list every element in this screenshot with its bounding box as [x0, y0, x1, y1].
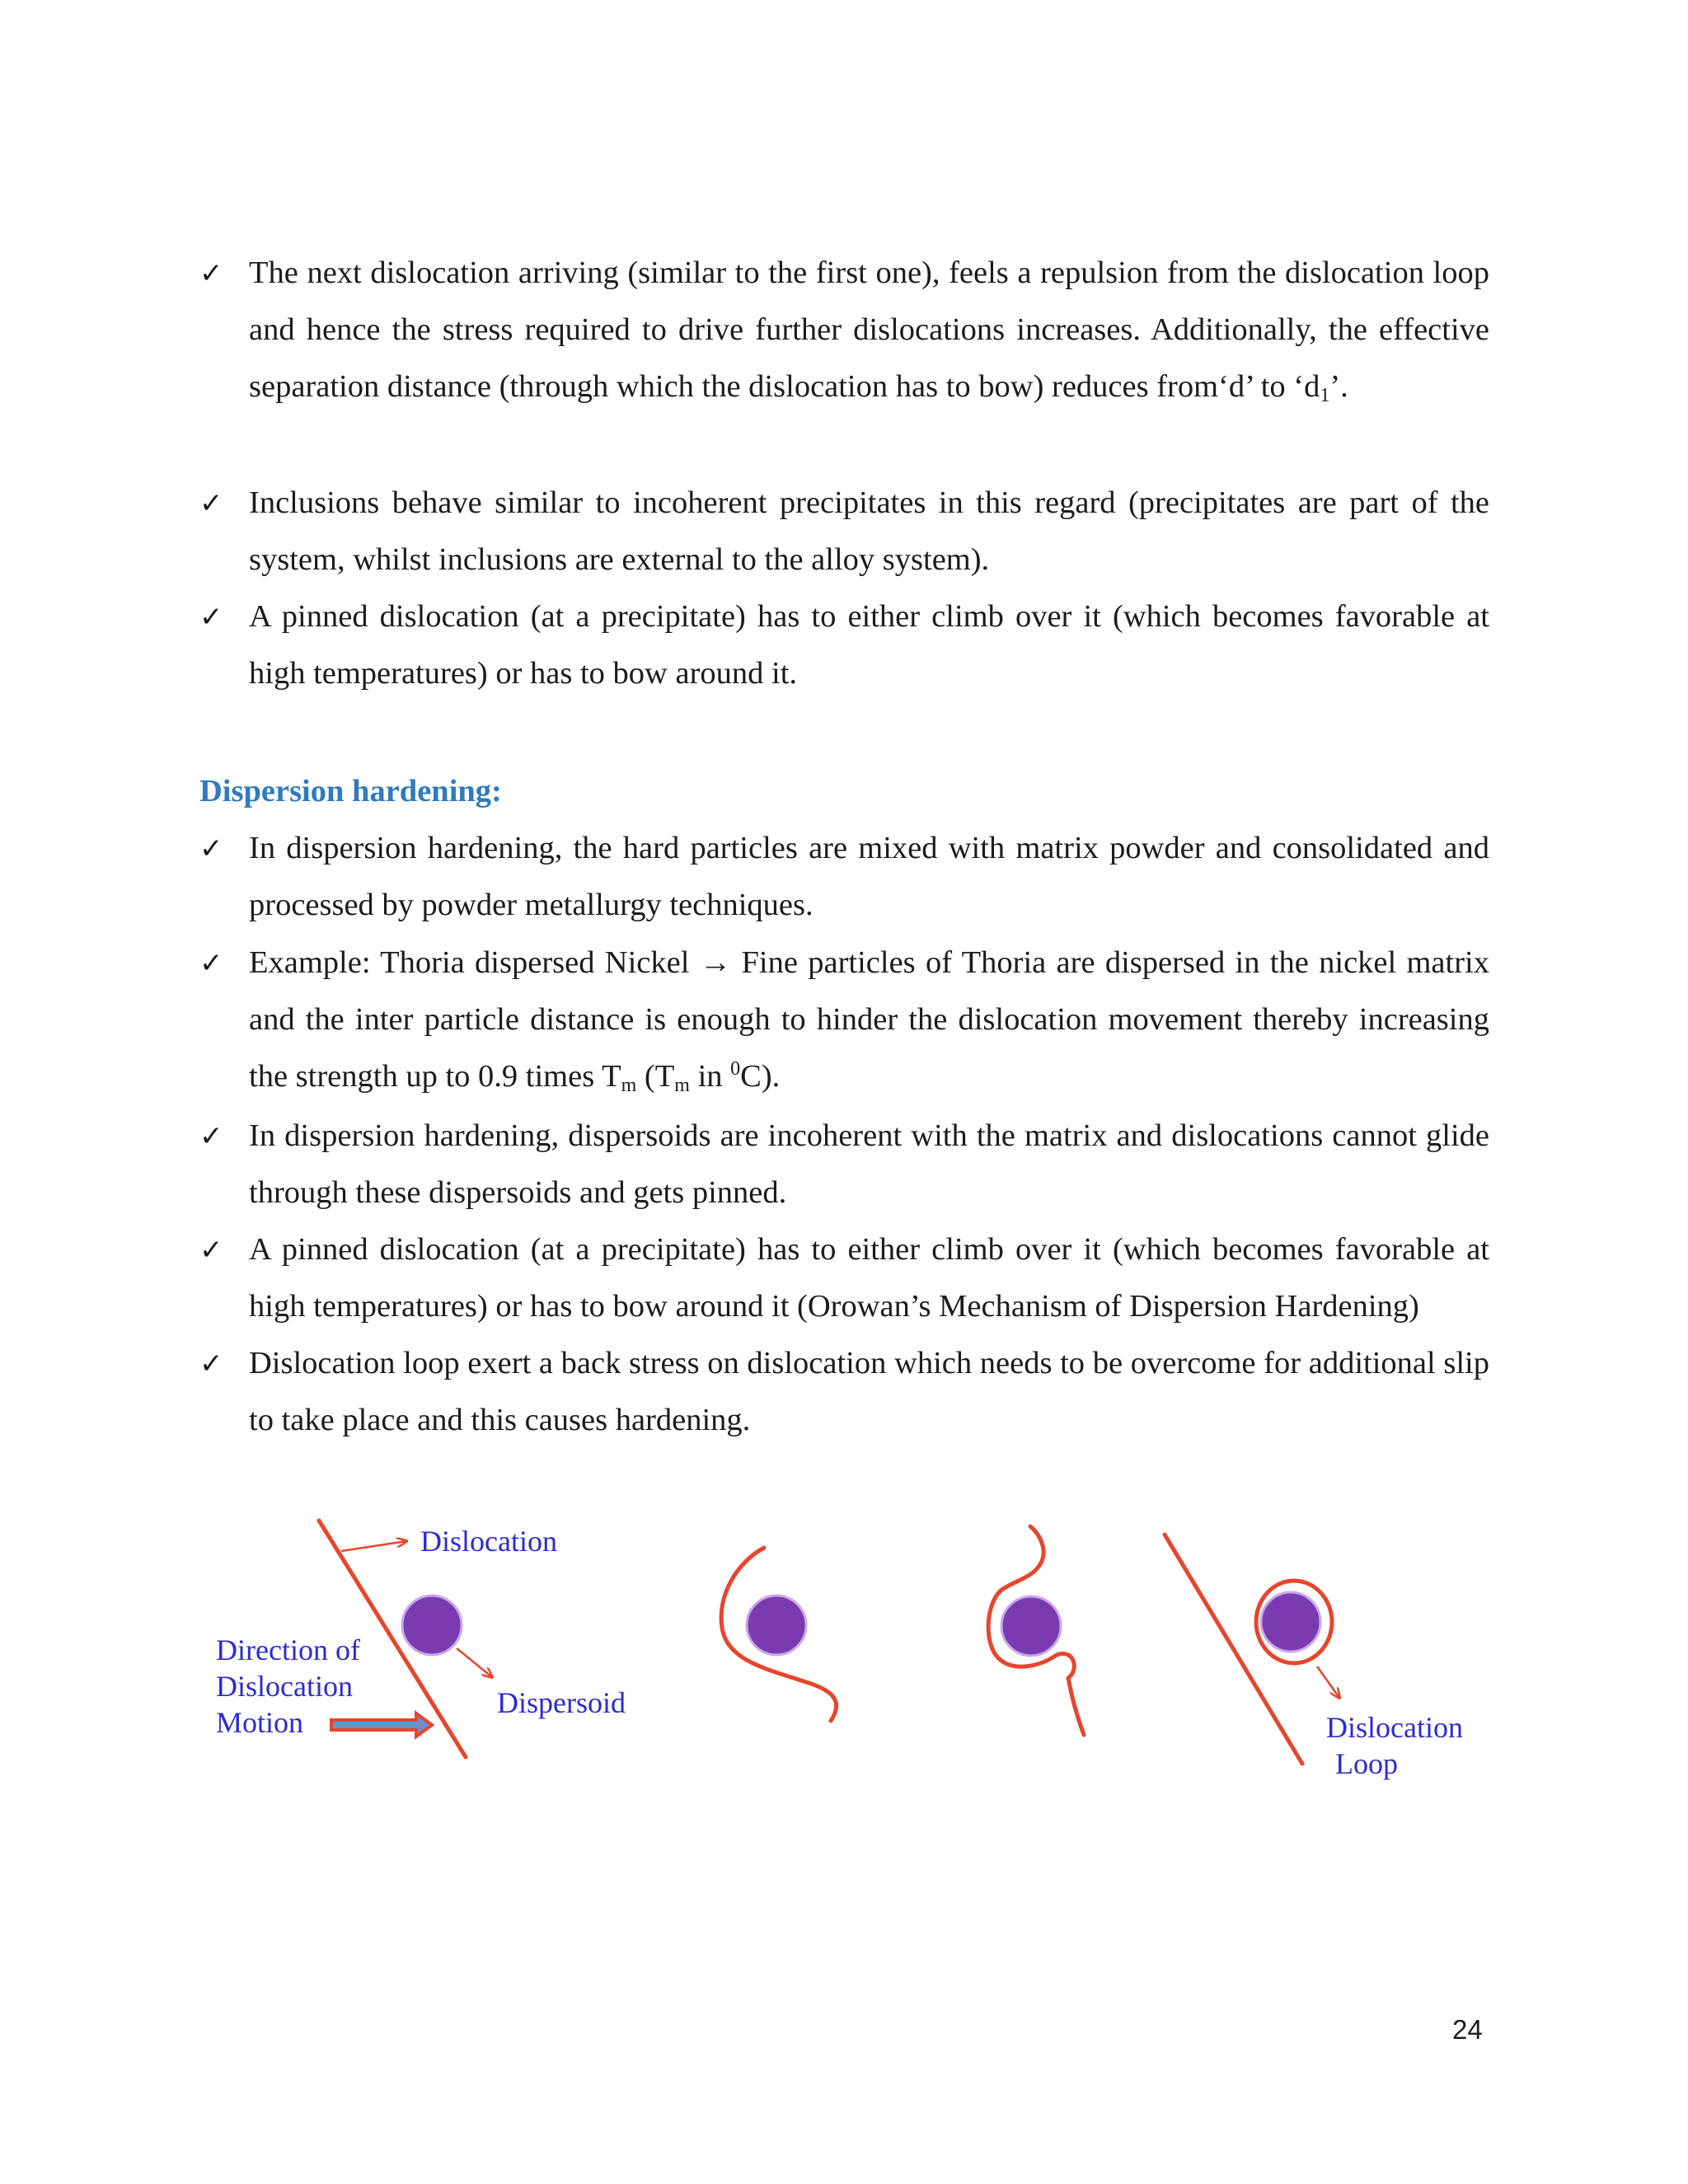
list-item	[199, 1108, 1489, 1221]
list-item-text: In dispersion hardening, the hard particles are mixed with matrix powder and consolidated and processed by powder metallurgy techniques.	[249, 831, 1489, 922]
checkmark-icon: ✓	[199, 947, 223, 980]
label-dislocation: Dislocation	[420, 1525, 557, 1558]
list-item	[199, 588, 1489, 702]
label-direction-line1: Direction of	[216, 1633, 360, 1666]
dispersoid-particle	[1001, 1596, 1061, 1656]
label-direction-line2: Dislocation	[216, 1670, 353, 1703]
list-item-text: Dislocation loop exert a back stress on dislocation which needs to be overcome for additional slip to take place and this causes hardening.	[249, 1346, 1489, 1437]
list-item	[199, 935, 1489, 1105]
dislocation-diagram	[0, 1483, 1688, 1813]
motion-direction-arrow	[331, 1713, 432, 1736]
list-item	[199, 820, 1489, 934]
list-item-text: Inclusions behave similar to incoherent precipitates in this regard (precipitates are part of the system, whilst inclusions are external to the alloy system).	[249, 485, 1489, 577]
checkmark-icon: ✓	[199, 487, 223, 520]
list-item-text: The next dislocation arriving (similar to the first one), feels a repulsion from the dislocation loop and hence the stress required to drive further dislocations increases. Additionally, the effective separation distance (through which the dislocation has to bow) reduces from‘d’ to ‘$d_1$’.	[249, 255, 1489, 406]
list-item	[199, 245, 1489, 415]
list-item-text: A pinned dislocation (at a precipitate) has to either climb over it (which becomes favorable at high temperatures) or has to bow around it (Orowan’s Mechanism of Dispersion Hardening)	[249, 1232, 1489, 1324]
list-item	[199, 475, 1489, 588]
list-item-text: In dispersion hardening, dispersoids are incoherent with the matrix and dislocations cannot glide through these dispersoids and gets pinned.	[249, 1118, 1489, 1210]
checkmark-icon: ✓	[199, 601, 223, 634]
list-item-text: A pinned dislocation (at a precipitate) has to either climb over it (which becomes favorable at high temperatures) or has to bow around it.	[249, 599, 1489, 691]
label-loop-line2: Loop	[1335, 1747, 1398, 1780]
dislocation-pointer-arrow	[341, 1541, 406, 1551]
label-loop-line1: Dislocation	[1326, 1711, 1463, 1744]
checkmark-icon: ✓	[199, 1234, 223, 1267]
checkmark-icon: ✓	[199, 832, 223, 865]
page-number: 24	[1452, 2014, 1483, 2045]
dispersoid-pointer-arrow	[457, 1648, 492, 1677]
list-item-text: Example: Thoria dispersed Nickel → Fine particles of Thoria are dispersed in the nickel matrix and the inter particle distance is enough to hinder the dislocation movement thereby increasing the strength up to 0.9 times $T_m$ ($T_m$ in $^0$C).	[249, 945, 1489, 1096]
label-dispersoid: Dispersoid	[497, 1686, 626, 1719]
checkmark-icon: ✓	[199, 257, 223, 290]
loop-pointer-arrow	[1317, 1666, 1339, 1698]
checkmark-icon: ✓	[199, 1347, 223, 1380]
dispersoid-particle	[402, 1596, 462, 1655]
section-heading: Dispersion hardening:	[199, 774, 502, 808]
label-direction-line3: Motion	[216, 1706, 304, 1739]
list-item	[199, 1221, 1489, 1335]
checkmark-icon: ✓	[199, 1120, 223, 1153]
list-item	[199, 1335, 1489, 1449]
dispersoid-particle	[1261, 1592, 1320, 1652]
dispersoid-particle	[747, 1596, 806, 1655]
